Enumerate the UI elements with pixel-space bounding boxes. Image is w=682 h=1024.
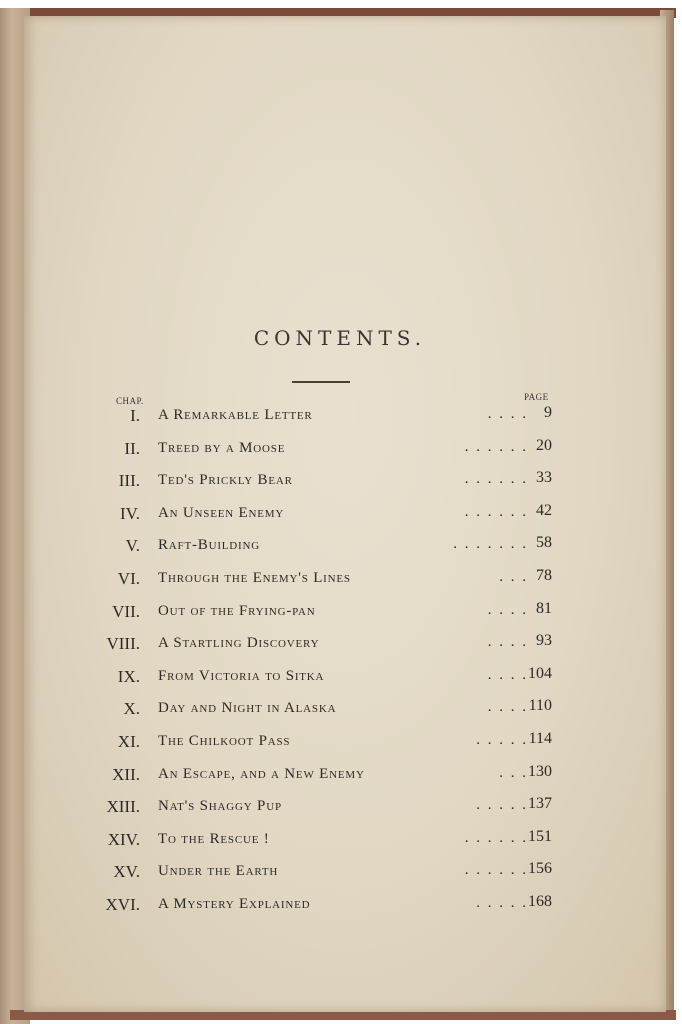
chapter-page-number: 168 — [528, 893, 552, 910]
toc-row — [24, 406, 666, 432]
chapter-number: III. — [118, 471, 140, 491]
leader-dots: . . . . — [487, 634, 528, 651]
chapter-page-number: 9 — [544, 404, 552, 421]
chapter-number: XI. — [117, 732, 140, 751]
leader-dots: . . . — [499, 764, 528, 781]
chapter-number: XVI. — [105, 895, 140, 914]
chapter-page-number: 42 — [536, 501, 552, 519]
leader-dots: . . . . — [487, 406, 528, 422]
leader-dots: . . . . . . — [464, 471, 528, 488]
chapter-page-number: 58 — [536, 534, 552, 552]
leader-dots: . . . . — [487, 666, 528, 683]
chapter-page-number: 110 — [528, 697, 552, 715]
chapter-page-number: 78 — [536, 567, 552, 584]
chapter-number: XII. — [112, 764, 140, 784]
chapter-page-number: 93 — [536, 632, 552, 650]
chapter-title: A Mystery Explained — [158, 896, 311, 912]
toc-row — [24, 599, 666, 628]
chapter-page-number: 20 — [536, 436, 552, 454]
chapter-title: From Victoria to Sitka — [158, 667, 325, 684]
chapter-title: Under the Earth — [158, 863, 279, 880]
leader-dots: . . . . . — [476, 895, 528, 911]
chapter-number: I. — [130, 406, 140, 425]
chapter-page-number: 104 — [528, 664, 552, 682]
chapter-title: Through the Enemy's Lines — [158, 570, 351, 586]
chapter-title: To the Rescue ! — [158, 830, 270, 847]
chapter-number: XV. — [113, 862, 140, 882]
page-title: CONTENTS. — [253, 326, 427, 350]
chapter-title: The Chilkoot Pass — [158, 733, 291, 749]
chapter-title: An Unseen Enemy — [158, 504, 285, 521]
chapter-number: VII. — [112, 601, 140, 621]
toc-row — [24, 827, 666, 856]
toc-row — [24, 569, 666, 595]
chapter-title: A Remarkable Letter — [158, 407, 313, 423]
toc-row — [24, 664, 666, 693]
leader-dots: . . . . . — [476, 797, 528, 814]
chapter-title: Ted's Prickly Bear — [158, 472, 293, 489]
chapter-title: Out of the Frying-pan — [158, 602, 316, 619]
chapter-number: V. — [125, 536, 140, 556]
toc-row — [24, 436, 666, 465]
chapter-page-number: 151 — [528, 827, 552, 845]
chapter-page-number: 114 — [528, 730, 552, 747]
chapter-number: IX. — [117, 666, 140, 686]
chapter-page-number: 130 — [528, 762, 552, 780]
chapter-number: XIV. — [107, 829, 140, 849]
chapter-title: Raft-Building — [158, 537, 261, 554]
chapter-number: X. — [123, 699, 140, 719]
chapter-number: VI. — [117, 569, 140, 588]
chapter-number: XIII. — [106, 797, 140, 817]
chapter-page-number: 33 — [536, 469, 552, 487]
leader-dots: . . . . . . — [464, 438, 528, 455]
toc-row — [24, 634, 666, 660]
chapter-title: A Startling Discovery — [158, 635, 320, 652]
chapter-page-number: 81 — [536, 599, 552, 617]
book-page — [24, 16, 666, 1012]
toc-row — [24, 501, 666, 530]
toc-row — [24, 536, 666, 562]
leader-dots: . . . . . . — [464, 862, 528, 879]
chapter-title: An Escape, and a New Enemy — [158, 765, 365, 782]
toc-row — [24, 471, 666, 497]
leader-dots: . . . . . . — [464, 829, 528, 846]
title-rule — [292, 381, 350, 383]
leader-dots: . . . . . . — [464, 503, 528, 520]
chapter-number: VIII. — [106, 634, 140, 654]
page-column-header: PAGE — [524, 392, 549, 402]
chapter-title: Day and Night in Alaska — [158, 700, 337, 717]
chapter-column-header: CHAP. — [116, 396, 144, 406]
chapter-number: IV. — [120, 503, 140, 523]
leader-dots: . . . . — [487, 699, 528, 716]
toc-row — [24, 797, 666, 823]
toc-row — [24, 862, 666, 888]
leader-dots: . . . . . . . — [453, 536, 528, 553]
chapter-title: Treed by a Moose — [158, 439, 286, 456]
chapter-page-number: 137 — [528, 795, 552, 813]
chapter-number: II. — [124, 438, 140, 458]
toc-row — [24, 762, 666, 791]
chapter-page-number: 156 — [528, 860, 552, 878]
toc-row — [24, 732, 666, 758]
chapter-title: Nat's Shaggy Pup — [158, 798, 282, 815]
toc-row — [24, 699, 666, 725]
toc-row — [24, 895, 666, 921]
leader-dots: . . . . . — [476, 732, 528, 748]
leader-dots: . . . . — [487, 601, 528, 618]
leader-dots: . . . — [499, 569, 528, 585]
